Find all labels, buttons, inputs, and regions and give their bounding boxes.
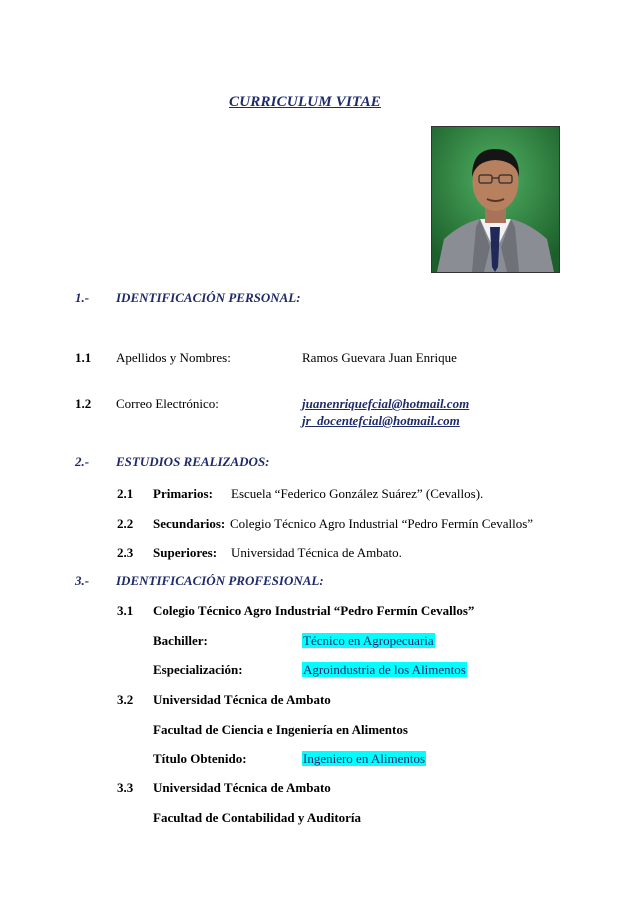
- section-title-personal: IDENTIFICACIÓN PERSONAL:: [116, 290, 301, 305]
- study-label-secondary: Secundarios:: [153, 516, 226, 531]
- field-label-name: Apellidos y Nombres:: [116, 350, 231, 365]
- study-value-higher: Universidad Técnica de Ambato.: [231, 545, 402, 560]
- title-obtained-label: Título Obtenido:: [153, 751, 247, 766]
- item-number: 3.1: [117, 603, 134, 618]
- profile-photo: [431, 126, 560, 273]
- specialization-label: Especialización:: [153, 662, 243, 677]
- item-number: 2.3: [117, 545, 134, 560]
- study-value-secondary: Colegio Técnico Agro Industrial “Pedro Fermín Cevallos”: [230, 516, 534, 531]
- institution-name: Universidad Técnica de Ambato: [153, 692, 331, 707]
- email-link-2[interactable]: jr_docentefcial@hotmail.com: [302, 413, 460, 428]
- document-title: CURRICULUM VITAE: [229, 94, 381, 110]
- item-number: 1.2: [75, 396, 92, 411]
- study-label-primary: Primarios:: [153, 486, 213, 501]
- institution-name: Universidad Técnica de Ambato: [153, 780, 331, 795]
- faculty-name: Facultad de Contabilidad y Auditoría: [153, 810, 362, 825]
- section-title-professional: IDENTIFICACIÓN PROFESIONAL:: [116, 573, 324, 588]
- person-portrait-icon: [432, 127, 559, 272]
- field-value-name: Ramos Guevara Juan Enrique: [302, 350, 457, 365]
- degree-label: Bachiller:: [153, 633, 208, 648]
- item-number: 3.3: [117, 780, 134, 795]
- section-number: 2.-: [75, 454, 90, 469]
- field-label-email: Correo Electrónico:: [116, 396, 219, 411]
- study-label-higher: Superiores:: [153, 545, 218, 560]
- item-number: 2.1: [117, 486, 134, 501]
- faculty-name: Facultad de Ciencia e Ingeniería en Alimentos: [153, 722, 408, 737]
- item-number: 3.2: [117, 692, 134, 707]
- section-number: 1.-: [75, 290, 90, 305]
- section-number: 3.-: [75, 573, 90, 588]
- institution-name: Colegio Técnico Agro Industrial “Pedro Fermín Cevallos”: [153, 603, 475, 618]
- email-link-1[interactable]: juanenriquefcial@hotmail.com: [302, 396, 470, 411]
- degree-value: Técnico en Agropecuaria: [303, 633, 434, 648]
- item-number: 2.2: [117, 516, 134, 531]
- specialization-value: Agroindustria de los Alimentos: [303, 662, 466, 677]
- section-title-studies: ESTUDIOS REALIZADOS:: [116, 454, 270, 469]
- study-value-primary: Escuela “Federico González Suárez” (Cevallos).: [231, 486, 484, 501]
- item-number: 1.1: [75, 350, 92, 365]
- title-obtained-value: Ingeniero en Alimentos: [303, 751, 426, 766]
